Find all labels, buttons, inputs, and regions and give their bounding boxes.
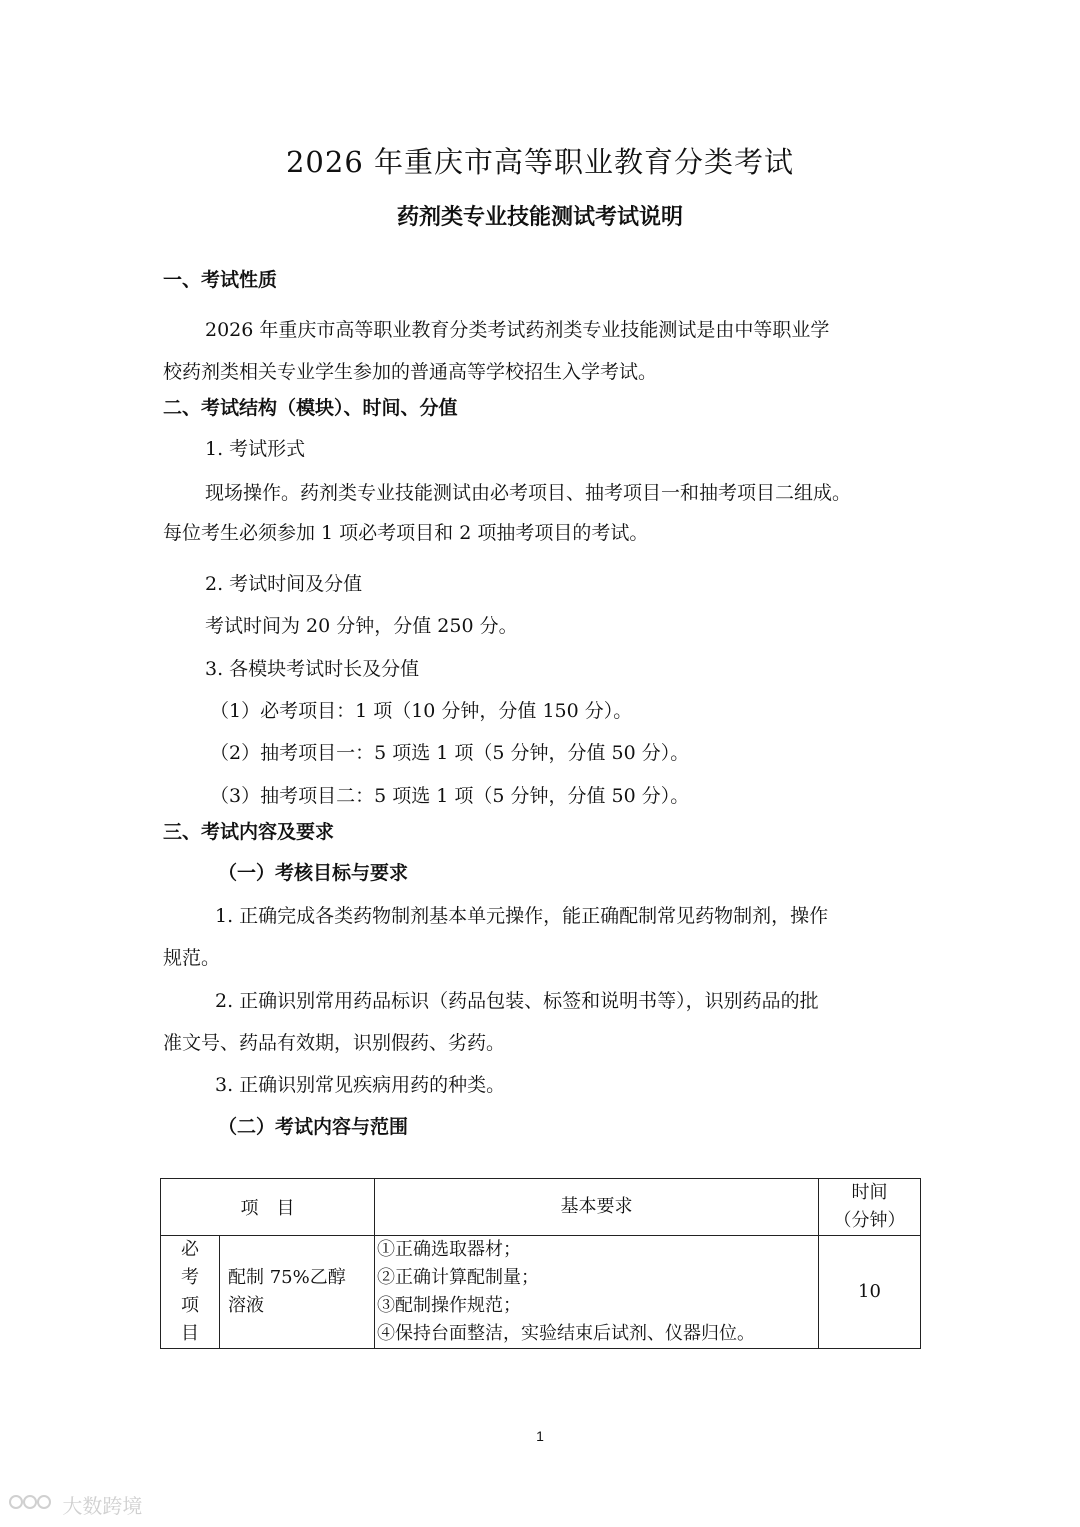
category-char: 项 — [181, 1295, 199, 1316]
requirement-line: ②正确计算配制量； — [377, 1267, 539, 1288]
exam-format-title: 1. 考试形式 — [205, 438, 306, 460]
exam-time-text: 考试时间为 20 分钟，分值 250 分。 — [205, 615, 518, 637]
watermark — [8, 1490, 142, 1519]
category-char: 目 — [181, 1323, 199, 1344]
requirement-line: ①正确选取器材； — [377, 1239, 521, 1260]
header-item: 项 目 — [161, 1179, 375, 1236]
exam-format-line1: 现场操作。药剂类专业技能测试由必考项目、抽考项目一和抽考项目二组成。 — [205, 482, 852, 504]
requirement-line: ③配制操作规范； — [377, 1295, 521, 1316]
item-name-cell — [220, 1236, 375, 1349]
goal-1-line1: 1. 正确完成各类药物制剂基本单元操作，能正确配制常见药物制剂，操作 — [215, 905, 829, 927]
category-cell — [161, 1236, 220, 1349]
exam-content-table — [160, 1178, 921, 1349]
section1-para-line1: 2026 年重庆市高等职业教育分类考试药剂类专业技能测试是由中等职业学 — [205, 319, 830, 341]
section1-para-line2: 校药剂类相关专业学生参加的普通高等学校招生入学考试。 — [163, 361, 658, 383]
requirement-line: ④保持台面整洁，实验结束后试剂、仪器归位。 — [377, 1323, 755, 1344]
section3-heading: 三、考试内容及要求 — [163, 821, 335, 843]
exam-time-title: 2. 考试时间及分值 — [205, 573, 363, 595]
goal-3: 3. 正确识别常见疾病用药的种类。 — [215, 1074, 506, 1096]
item-name-line1: 配制 75%乙醇 — [228, 1267, 346, 1288]
header-time — [819, 1179, 921, 1236]
item-name-line2: 溶液 — [228, 1295, 264, 1316]
exam-format-line2: 每位考生必须参加 1 项必考项目和 2 项抽考项目的考试。 — [163, 522, 649, 544]
header-time-line2: （分钟） — [833, 1210, 906, 1231]
watermark-text: 大数跨境 — [62, 1494, 143, 1518]
assessment-goals-heading: （一）考核目标与要求 — [218, 862, 409, 884]
module-item-1: （1）必考项目：1 项（10 分钟，分值 150 分）。 — [210, 700, 633, 722]
goal-2-line2: 准文号、药品有效期，识别假药、劣药。 — [163, 1032, 506, 1054]
exam-scope-heading: （二）考试内容与范围 — [218, 1116, 409, 1138]
module-item-2: （2）抽考项目一：5 项选 1 项（5 分钟，分值 50 分）。 — [210, 742, 690, 764]
requirements-cell — [375, 1236, 819, 1349]
document-subtitle: 药剂类专业技能测试考试说明 — [396, 205, 683, 230]
category-char: 必 — [181, 1239, 199, 1260]
page-number: 1 — [536, 1428, 544, 1444]
table-header-row — [161, 1179, 921, 1236]
table-row — [161, 1236, 921, 1349]
section1-heading: 一、考试性质 — [163, 269, 278, 291]
category-char: 考 — [181, 1267, 199, 1288]
document-title: 2026 年重庆市高等职业教育分类考试 — [285, 145, 795, 179]
watermark-logo-icon — [8, 1491, 52, 1518]
header-requirements: 基本要求 — [375, 1179, 819, 1236]
goal-1-line2: 规范。 — [163, 947, 221, 969]
module-time-title: 3. 各模块考试时长及分值 — [205, 658, 420, 680]
header-time-line1: 时间 — [851, 1182, 888, 1203]
section2-heading: 二、考试结构（模块）、时间、分值 — [163, 397, 458, 419]
time-cell: 10 — [819, 1236, 921, 1349]
goal-2-line1: 2. 正确识别常用药品标识（药品包装、标签和说明书等），识别药品的批 — [215, 990, 819, 1012]
module-item-3: （3）抽考项目二：5 项选 1 项（5 分钟，分值 50 分）。 — [210, 785, 690, 807]
